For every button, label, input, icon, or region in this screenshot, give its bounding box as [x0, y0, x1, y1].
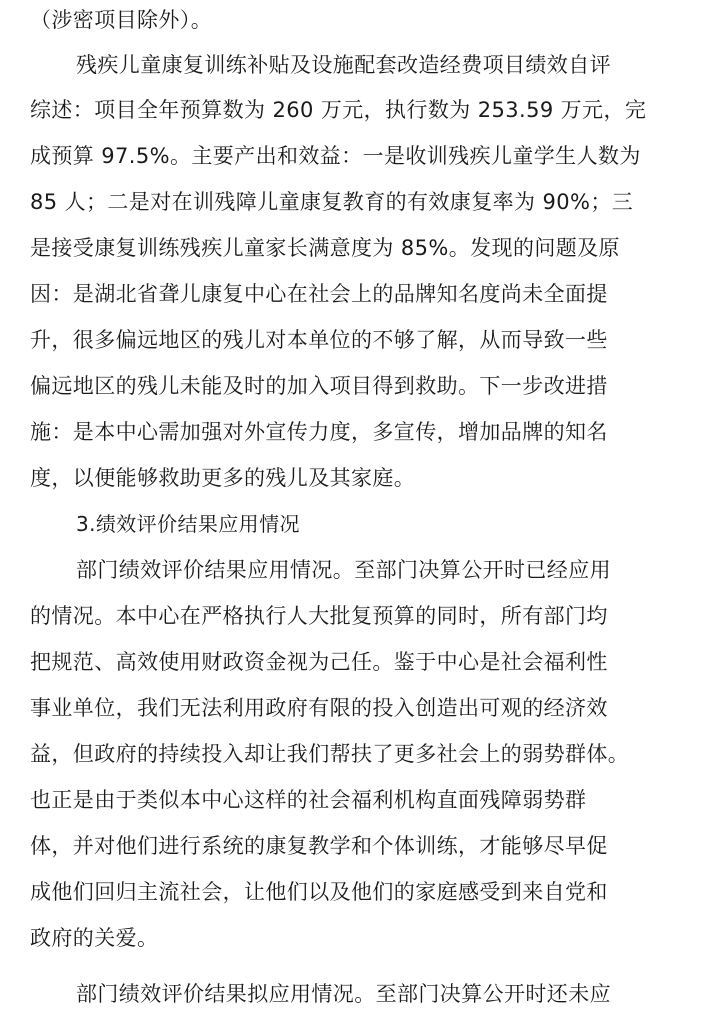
text-line-15: 把规范、高效使用财政资金视为己任。鉴于中心是社会福利性 [30, 650, 608, 674]
section-heading: 3.绩效评价结果应用情况 [76, 512, 300, 536]
text-line-10: 施：是本中心需加强对外宣传力度，多宣传，增加品牌的知名 [30, 420, 608, 444]
text-line-19: 体，并对他们进行系统的康复教学和个体训练，才能够尽早促 [30, 834, 608, 858]
text-line-7: 因：是湖北省聋儿康复中心在社会上的品牌知名度尚未全面提 [30, 282, 608, 306]
text-line-6: 是接受康复训练残疾儿童家长满意度为 85%。发现的问题及原 [30, 236, 620, 260]
text-line-4: 成预算 97.5%。主要产出和效益：一是收训残疾儿童学生人数为 [30, 144, 641, 168]
paragraph-start-line: 残疾儿童康复训练补贴及设施配套改造经费项目绩效自评 [76, 53, 611, 77]
text-line-21: 政府的关爱。 [30, 926, 159, 950]
text-line-3: 综述：项目全年预算数为 260 万元，执行数为 253.59 万元，完 [30, 98, 647, 122]
text-line-1: （涉密项目除外）。 [30, 8, 213, 32]
paragraph-start-line: 部门绩效评价结果拟应用情况。至部门决算公开时还未应 [76, 982, 611, 1006]
text-line-8: 升，很多偏远地区的残儿对本单位的不够了解，从而导致一些 [30, 328, 608, 352]
text-line-11: 度，以便能够救助更多的残儿及其家庭。 [30, 466, 416, 490]
text-line-16: 事业单位，我们无法利用政府有限的投入创造出可观的经济效 [30, 696, 608, 720]
text-line-17: 益，但政府的持续投入却让我们帮扶了更多社会上的弱势群体。 [30, 742, 630, 766]
text-line-18: 也正是由于类似本中心这样的社会福利机构直面残障弱势群 [30, 788, 587, 812]
paragraph-start-line: 部门绩效评价结果应用情况。至部门决算公开时已经应用 [76, 558, 611, 582]
text-line-20: 成他们回归主流社会，让他们以及他们的家庭感受到来自党和 [30, 880, 608, 904]
text-line-9: 偏远地区的残儿未能及时的加入项目得到救助。下一步改进措 [30, 374, 608, 398]
text-line-14: 的情况。本中心在严格执行人大批复预算的同时，所有部门均 [30, 604, 608, 628]
text-line-5: 85 人；二是对在训残障儿童康复教育的有效康复率为 90%；三 [30, 190, 634, 214]
